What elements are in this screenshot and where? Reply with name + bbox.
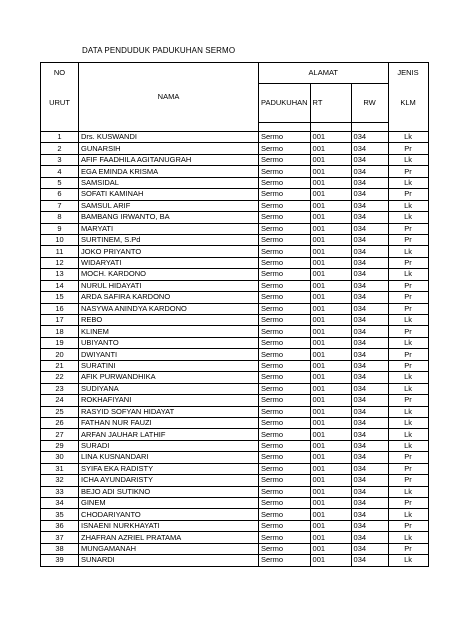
rt-cell: 001	[310, 475, 351, 486]
name-cell: LINA KUSNANDARI	[79, 452, 259, 463]
gender-cell: Lk	[388, 200, 428, 211]
padukuhan-cell: Sermo	[259, 303, 311, 314]
rw-cell: 034	[351, 326, 388, 337]
row-number-cell: 26	[41, 417, 79, 428]
gender-cell: Lk	[388, 315, 428, 326]
rt-cell: 001	[310, 269, 351, 280]
padukuhan-cell: Sermo	[259, 189, 311, 200]
name-cell: ROKHAFIYANI	[79, 395, 259, 406]
gender-cell: Lk	[388, 532, 428, 543]
table-row	[41, 200, 429, 211]
header-spacer-cell	[310, 123, 351, 132]
rt-cell: 001	[310, 532, 351, 543]
gender-cell: Pr	[388, 166, 428, 177]
rt-cell: 001	[310, 440, 351, 451]
name-cell: SAMSUL ARIF	[79, 200, 259, 211]
row-number-cell: 10	[41, 234, 79, 245]
row-number-cell: 6	[41, 189, 79, 200]
gender-cell: Pr	[388, 520, 428, 531]
rt-cell: 001	[310, 520, 351, 531]
padukuhan-cell: Sermo	[259, 292, 311, 303]
row-number-cell: 5	[41, 177, 79, 188]
rt-cell: 001	[310, 349, 351, 360]
table-row	[41, 509, 429, 520]
rw-cell: 034	[351, 292, 388, 303]
population-table	[40, 62, 429, 567]
rt-cell: 001	[310, 154, 351, 165]
name-cell: SAMSIDAL	[79, 177, 259, 188]
row-number-cell: 18	[41, 326, 79, 337]
name-cell: Drs. KUSWANDI	[79, 132, 259, 143]
table-row	[41, 337, 429, 348]
table-row	[41, 246, 429, 257]
padukuhan-cell: Sermo	[259, 429, 311, 440]
padukuhan-cell: Sermo	[259, 280, 311, 291]
padukuhan-cell: Sermo	[259, 543, 311, 554]
name-cell: ARFAN JAUHAR LATHIF	[79, 429, 259, 440]
header-jenis: JENIS	[388, 63, 428, 84]
rw-cell: 034	[351, 189, 388, 200]
row-number-cell: 21	[41, 360, 79, 371]
row-number-cell: 17	[41, 315, 79, 326]
table-row	[41, 532, 429, 543]
row-number-cell: 25	[41, 406, 79, 417]
padukuhan-cell: Sermo	[259, 498, 311, 509]
padukuhan-cell: Sermo	[259, 257, 311, 268]
rt-cell: 001	[310, 143, 351, 154]
padukuhan-cell: Sermo	[259, 395, 311, 406]
name-cell: MARYATI	[79, 223, 259, 234]
gender-cell: Lk	[388, 383, 428, 394]
row-number-cell: 27	[41, 429, 79, 440]
gender-cell: Lk	[388, 372, 428, 383]
header-spacer-cell	[388, 123, 428, 132]
rt-cell: 001	[310, 509, 351, 520]
table-row	[41, 486, 429, 497]
table-row	[41, 429, 429, 440]
name-cell: GINEM	[79, 498, 259, 509]
gender-cell: Pr	[388, 257, 428, 268]
gender-cell: Pr	[388, 349, 428, 360]
padukuhan-cell: Sermo	[259, 555, 311, 566]
header-spacer-cell	[259, 123, 311, 132]
rw-cell: 034	[351, 212, 388, 223]
row-number-cell: 16	[41, 303, 79, 314]
row-number-cell: 14	[41, 280, 79, 291]
table-row	[41, 452, 429, 463]
rw-cell: 034	[351, 360, 388, 371]
gender-cell: Lk	[388, 154, 428, 165]
padukuhan-cell: Sermo	[259, 475, 311, 486]
row-number-cell: 12	[41, 257, 79, 268]
table-row	[41, 372, 429, 383]
padukuhan-cell: Sermo	[259, 212, 311, 223]
gender-cell: Pr	[388, 463, 428, 474]
name-cell: EGA EMINDA KRISMA	[79, 166, 259, 177]
rt-cell: 001	[310, 292, 351, 303]
rt-cell: 001	[310, 303, 351, 314]
gender-cell: Pr	[388, 543, 428, 554]
rw-cell: 034	[351, 177, 388, 188]
padukuhan-cell: Sermo	[259, 200, 311, 211]
rw-cell: 034	[351, 452, 388, 463]
rt-cell: 001	[310, 417, 351, 428]
gender-cell: Pr	[388, 303, 428, 314]
rw-cell: 034	[351, 337, 388, 348]
rt-cell: 001	[310, 463, 351, 474]
name-cell: SYIFA EKA RADISTY	[79, 463, 259, 474]
row-number-cell: 39	[41, 555, 79, 566]
table-row	[41, 440, 429, 451]
row-number-cell: 7	[41, 200, 79, 211]
rw-cell: 034	[351, 269, 388, 280]
header-spacer-cell	[41, 123, 79, 132]
table-row	[41, 212, 429, 223]
gender-cell: Pr	[388, 452, 428, 463]
rw-cell: 034	[351, 315, 388, 326]
rt-cell: 001	[310, 429, 351, 440]
row-number-cell: 8	[41, 212, 79, 223]
table-row	[41, 132, 429, 143]
rt-cell: 001	[310, 452, 351, 463]
name-cell: ICHA AYUNDARISTY	[79, 475, 259, 486]
padukuhan-cell: Sermo	[259, 520, 311, 531]
row-number-cell: 34	[41, 498, 79, 509]
padukuhan-cell: Sermo	[259, 315, 311, 326]
rt-cell: 001	[310, 360, 351, 371]
row-number-cell: 13	[41, 269, 79, 280]
rt-cell: 001	[310, 406, 351, 417]
padukuhan-cell: Sermo	[259, 177, 311, 188]
table-row	[41, 223, 429, 234]
rw-cell: 034	[351, 406, 388, 417]
name-cell: NASYWA ANINDYA KARDONO	[79, 303, 259, 314]
rw-cell: 034	[351, 154, 388, 165]
rw-cell: 034	[351, 383, 388, 394]
padukuhan-cell: Sermo	[259, 349, 311, 360]
gender-cell: Lk	[388, 509, 428, 520]
rt-cell: 001	[310, 177, 351, 188]
name-cell: AFIK PURWANDHIKA	[79, 372, 259, 383]
gender-cell: Lk	[388, 269, 428, 280]
padukuhan-cell: Sermo	[259, 372, 311, 383]
table-row	[41, 234, 429, 245]
gender-cell: Lk	[388, 406, 428, 417]
rt-cell: 001	[310, 212, 351, 223]
padukuhan-cell: Sermo	[259, 223, 311, 234]
rt-cell: 001	[310, 200, 351, 211]
table-row	[41, 166, 429, 177]
rw-cell: 034	[351, 349, 388, 360]
name-cell: CHODARIYANTO	[79, 509, 259, 520]
padukuhan-cell: Sermo	[259, 154, 311, 165]
padukuhan-cell: Sermo	[259, 326, 311, 337]
padukuhan-cell: Sermo	[259, 166, 311, 177]
header-padukuhan: PADUKUHAN	[259, 84, 311, 123]
rw-cell: 034	[351, 395, 388, 406]
name-cell: MOCH. KARDONO	[79, 269, 259, 280]
table-row	[41, 498, 429, 509]
rt-cell: 001	[310, 383, 351, 394]
name-cell: ARDA SAFIRA KARDONO	[79, 292, 259, 303]
row-number-cell: 32	[41, 475, 79, 486]
name-cell: SUNARDI	[79, 555, 259, 566]
table-row	[41, 257, 429, 268]
table-row	[41, 463, 429, 474]
name-cell: FATHAN NUR FAUZI	[79, 417, 259, 428]
table-row	[41, 555, 429, 566]
gender-cell: Pr	[388, 326, 428, 337]
rw-cell: 034	[351, 372, 388, 383]
header-alamat: ALAMAT	[259, 63, 389, 84]
row-number-cell: 11	[41, 246, 79, 257]
rw-cell: 034	[351, 257, 388, 268]
rw-cell: 034	[351, 200, 388, 211]
padukuhan-cell: Sermo	[259, 417, 311, 428]
table-row	[41, 315, 429, 326]
rw-cell: 034	[351, 475, 388, 486]
name-cell: SURATINI	[79, 360, 259, 371]
name-cell: AFIF FAADHILA AGITANUGRAH	[79, 154, 259, 165]
rw-cell: 034	[351, 143, 388, 154]
padukuhan-cell: Sermo	[259, 452, 311, 463]
table-row	[41, 475, 429, 486]
table-row	[41, 360, 429, 371]
rt-cell: 001	[310, 395, 351, 406]
padukuhan-cell: Sermo	[259, 234, 311, 245]
rw-cell: 034	[351, 246, 388, 257]
rw-cell: 034	[351, 280, 388, 291]
padukuhan-cell: Sermo	[259, 532, 311, 543]
rw-cell: 034	[351, 429, 388, 440]
gender-cell: Lk	[388, 337, 428, 348]
table-row	[41, 143, 429, 154]
header-no: NO	[41, 63, 79, 84]
gender-cell: Pr	[388, 143, 428, 154]
padukuhan-cell: Sermo	[259, 440, 311, 451]
row-number-cell: 22	[41, 372, 79, 383]
name-cell: ZHAFRAN AZRIEL PRATAMA	[79, 532, 259, 543]
name-cell: KLINEM	[79, 326, 259, 337]
table-row	[41, 303, 429, 314]
rw-cell: 034	[351, 132, 388, 143]
name-cell: NURUL HIDAYATI	[79, 280, 259, 291]
gender-cell: Pr	[388, 498, 428, 509]
row-number-cell: 37	[41, 532, 79, 543]
padukuhan-cell: Sermo	[259, 132, 311, 143]
rw-cell: 034	[351, 486, 388, 497]
table-row	[41, 154, 429, 165]
gender-cell: Lk	[388, 246, 428, 257]
table-row	[41, 280, 429, 291]
row-number-cell: 4	[41, 166, 79, 177]
row-number-cell: 3	[41, 154, 79, 165]
name-cell: SUDIYANA	[79, 383, 259, 394]
gender-cell: Pr	[388, 280, 428, 291]
padukuhan-cell: Sermo	[259, 486, 311, 497]
name-cell: SURADI	[79, 440, 259, 451]
table-row	[41, 383, 429, 394]
name-cell: MUNGAMANAH	[79, 543, 259, 554]
header-nama: NAMA	[79, 63, 259, 132]
rt-cell: 001	[310, 486, 351, 497]
header-spacer-cell	[351, 123, 388, 132]
table-row	[41, 177, 429, 188]
rt-cell: 001	[310, 372, 351, 383]
rt-cell: 001	[310, 337, 351, 348]
rw-cell: 034	[351, 303, 388, 314]
row-number-cell: 36	[41, 520, 79, 531]
padukuhan-cell: Sermo	[259, 143, 311, 154]
table-row	[41, 543, 429, 554]
rt-cell: 001	[310, 234, 351, 245]
gender-cell: Pr	[388, 475, 428, 486]
gender-cell: Lk	[388, 486, 428, 497]
header-urut: URUT	[41, 84, 79, 123]
gender-cell: Pr	[388, 223, 428, 234]
rw-cell: 034	[351, 543, 388, 554]
gender-cell: Pr	[388, 189, 428, 200]
rt-cell: 001	[310, 315, 351, 326]
table-row	[41, 417, 429, 428]
rt-cell: 001	[310, 555, 351, 566]
name-cell: DWIYANTI	[79, 349, 259, 360]
rw-cell: 034	[351, 532, 388, 543]
rt-cell: 001	[310, 280, 351, 291]
row-number-cell: 24	[41, 395, 79, 406]
page-title: DATA PENDUDUK PADUKUHAN SERMO	[82, 46, 236, 55]
gender-cell: Pr	[388, 360, 428, 371]
name-cell: ISNAENI NURKHAYATI	[79, 520, 259, 531]
padukuhan-cell: Sermo	[259, 383, 311, 394]
rt-cell: 001	[310, 326, 351, 337]
name-cell: SOFATI KAMINAH	[79, 189, 259, 200]
rw-cell: 034	[351, 417, 388, 428]
rw-cell: 034	[351, 463, 388, 474]
padukuhan-cell: Sermo	[259, 337, 311, 348]
table-row	[41, 520, 429, 531]
gender-cell: Lk	[388, 132, 428, 143]
gender-cell: Lk	[388, 555, 428, 566]
name-cell: WIDARYATI	[79, 257, 259, 268]
table-row	[41, 395, 429, 406]
gender-cell: Pr	[388, 395, 428, 406]
header-klm: KLM	[388, 84, 428, 123]
table-row	[41, 326, 429, 337]
gender-cell: Lk	[388, 212, 428, 223]
row-number-cell: 33	[41, 486, 79, 497]
rt-cell: 001	[310, 166, 351, 177]
gender-cell: Lk	[388, 429, 428, 440]
name-cell: UBIYANTO	[79, 337, 259, 348]
row-number-cell: 23	[41, 383, 79, 394]
header-row-top	[41, 63, 429, 84]
rw-cell: 034	[351, 223, 388, 234]
header-rw: RW	[351, 84, 388, 123]
gender-cell: Lk	[388, 177, 428, 188]
rt-cell: 001	[310, 498, 351, 509]
padukuhan-cell: Sermo	[259, 406, 311, 417]
rw-cell: 034	[351, 234, 388, 245]
rt-cell: 001	[310, 543, 351, 554]
row-number-cell: 1	[41, 132, 79, 143]
row-number-cell: 30	[41, 452, 79, 463]
row-number-cell: 31	[41, 463, 79, 474]
name-cell: REBO	[79, 315, 259, 326]
rw-cell: 034	[351, 520, 388, 531]
row-number-cell: 35	[41, 509, 79, 520]
padukuhan-cell: Sermo	[259, 509, 311, 520]
gender-cell: Lk	[388, 417, 428, 428]
table-row	[41, 189, 429, 200]
rt-cell: 001	[310, 246, 351, 257]
row-number-cell: 2	[41, 143, 79, 154]
padukuhan-cell: Sermo	[259, 360, 311, 371]
padukuhan-cell: Sermo	[259, 463, 311, 474]
row-number-cell: 19	[41, 337, 79, 348]
table-row	[41, 292, 429, 303]
table-row	[41, 269, 429, 280]
padukuhan-cell: Sermo	[259, 269, 311, 280]
rw-cell: 034	[351, 555, 388, 566]
row-number-cell: 20	[41, 349, 79, 360]
rt-cell: 001	[310, 223, 351, 234]
header-rt: RT	[310, 84, 351, 123]
rt-cell: 001	[310, 189, 351, 200]
gender-cell: Pr	[388, 234, 428, 245]
table-row	[41, 406, 429, 417]
rw-cell: 034	[351, 498, 388, 509]
row-number-cell: 9	[41, 223, 79, 234]
row-number-cell: 15	[41, 292, 79, 303]
gender-cell: Lk	[388, 440, 428, 451]
name-cell: SURTINEM, S.Pd	[79, 234, 259, 245]
name-cell: BAMBANG IRWANTO, BA	[79, 212, 259, 223]
rw-cell: 034	[351, 440, 388, 451]
padukuhan-cell: Sermo	[259, 246, 311, 257]
rt-cell: 001	[310, 132, 351, 143]
gender-cell: Pr	[388, 292, 428, 303]
name-cell: BEJO ADI SUTIKNO	[79, 486, 259, 497]
name-cell: JOKO PRIYANTO	[79, 246, 259, 257]
table-row	[41, 349, 429, 360]
row-number-cell: 29	[41, 440, 79, 451]
name-cell: GUNARSIH	[79, 143, 259, 154]
rw-cell: 034	[351, 166, 388, 177]
name-cell: RASYID SOFYAN HIDAYAT	[79, 406, 259, 417]
rt-cell: 001	[310, 257, 351, 268]
rw-cell: 034	[351, 509, 388, 520]
row-number-cell: 38	[41, 543, 79, 554]
